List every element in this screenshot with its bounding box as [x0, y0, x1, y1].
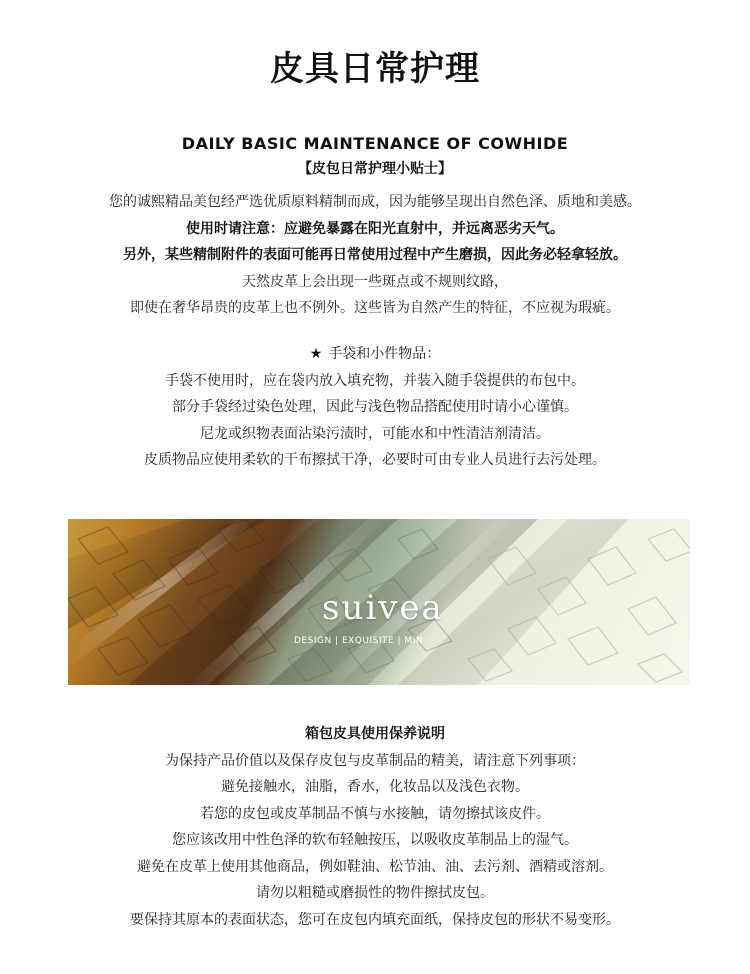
brand-tagline: DESIGN | EXQUISITE | MIN	[294, 636, 424, 646]
care-heading: 箱包皮具使用保养说明	[305, 726, 445, 742]
intro-line: 天然皮革上会出现一些斑点或不规则纹路，	[242, 273, 508, 290]
care-line: 要保持其原本的表面状态，您可在皮包内填充面纸，保持皮包的形状不易变形。	[130, 911, 620, 928]
leather-banner-image	[68, 519, 690, 685]
care-line: 避免在皮革上使用其他商品，例如鞋油、松节油、油、去污剂、酒精或溶剂。	[137, 858, 613, 875]
bags-line: 部分手袋经过染色处理，因此与浅色物品搭配使用时请小心谨慎。	[172, 399, 578, 415]
intro-line-warning: 使用时请注意：应避免暴露在阳光直射中，并远离恶劣天气。	[186, 220, 564, 237]
bags-heading	[310, 341, 441, 368]
care-line: 您应该改用中性色泽的软布轻触按压，以吸收皮革制品上的湿气。	[172, 832, 578, 848]
subtitle-chinese: 【皮包日常护理小贴士】	[298, 161, 452, 177]
brand-logo-text: suivea	[322, 588, 444, 628]
care-line: 避免接触水，油脂，香水，化妆品以及浅色衣物。	[221, 779, 529, 795]
intro-line: 您的诚熙精品美包经严选优质原料精制而成，因为能够呈现出自然色泽、质地和美感。	[109, 194, 641, 210]
intro-line-warning: 另外，某些精制附件的表面可能再日常使用过程中产生磨损，因此务必轻拿轻放。	[123, 247, 627, 263]
bags-line: 尼龙或织物表面沾染污渍时，可能水和中性清洁剂清洁。	[200, 425, 550, 442]
care-line: 若您的皮包或皮革制品不慎与水接触，请勿擦拭该皮件。	[200, 805, 550, 822]
care-section	[0, 721, 750, 933]
subtitle-english: DAILY BASIC MAINTENANCE OF COWHIDE	[181, 134, 569, 153]
care-line: 请勿以粗糙或磨损性的物件擦拭皮包。	[256, 885, 494, 901]
page-title: 皮具日常护理	[270, 49, 480, 89]
bags-section	[0, 341, 750, 474]
intro-section	[0, 189, 750, 322]
bags-heading-label: 手袋和小件物品：	[328, 346, 441, 362]
bags-line: 手袋不使用时，应在袋内放入填充物，并装入随手袋提供的布包中。	[165, 372, 585, 389]
bags-line: 皮质物品应使用柔软的干布擦拭干净，必要时可由专业人员进行去污处理。	[144, 452, 606, 468]
intro-line: 即使在奢华昂贵的皮革上也不例外。这些皆为自然产生的特征，不应视为瑕疵。	[130, 300, 620, 316]
star-icon: ★	[309, 346, 323, 362]
care-line: 为保持产品价值以及保存皮包与皮革制品的精美，请注意下列事项：	[165, 752, 585, 769]
